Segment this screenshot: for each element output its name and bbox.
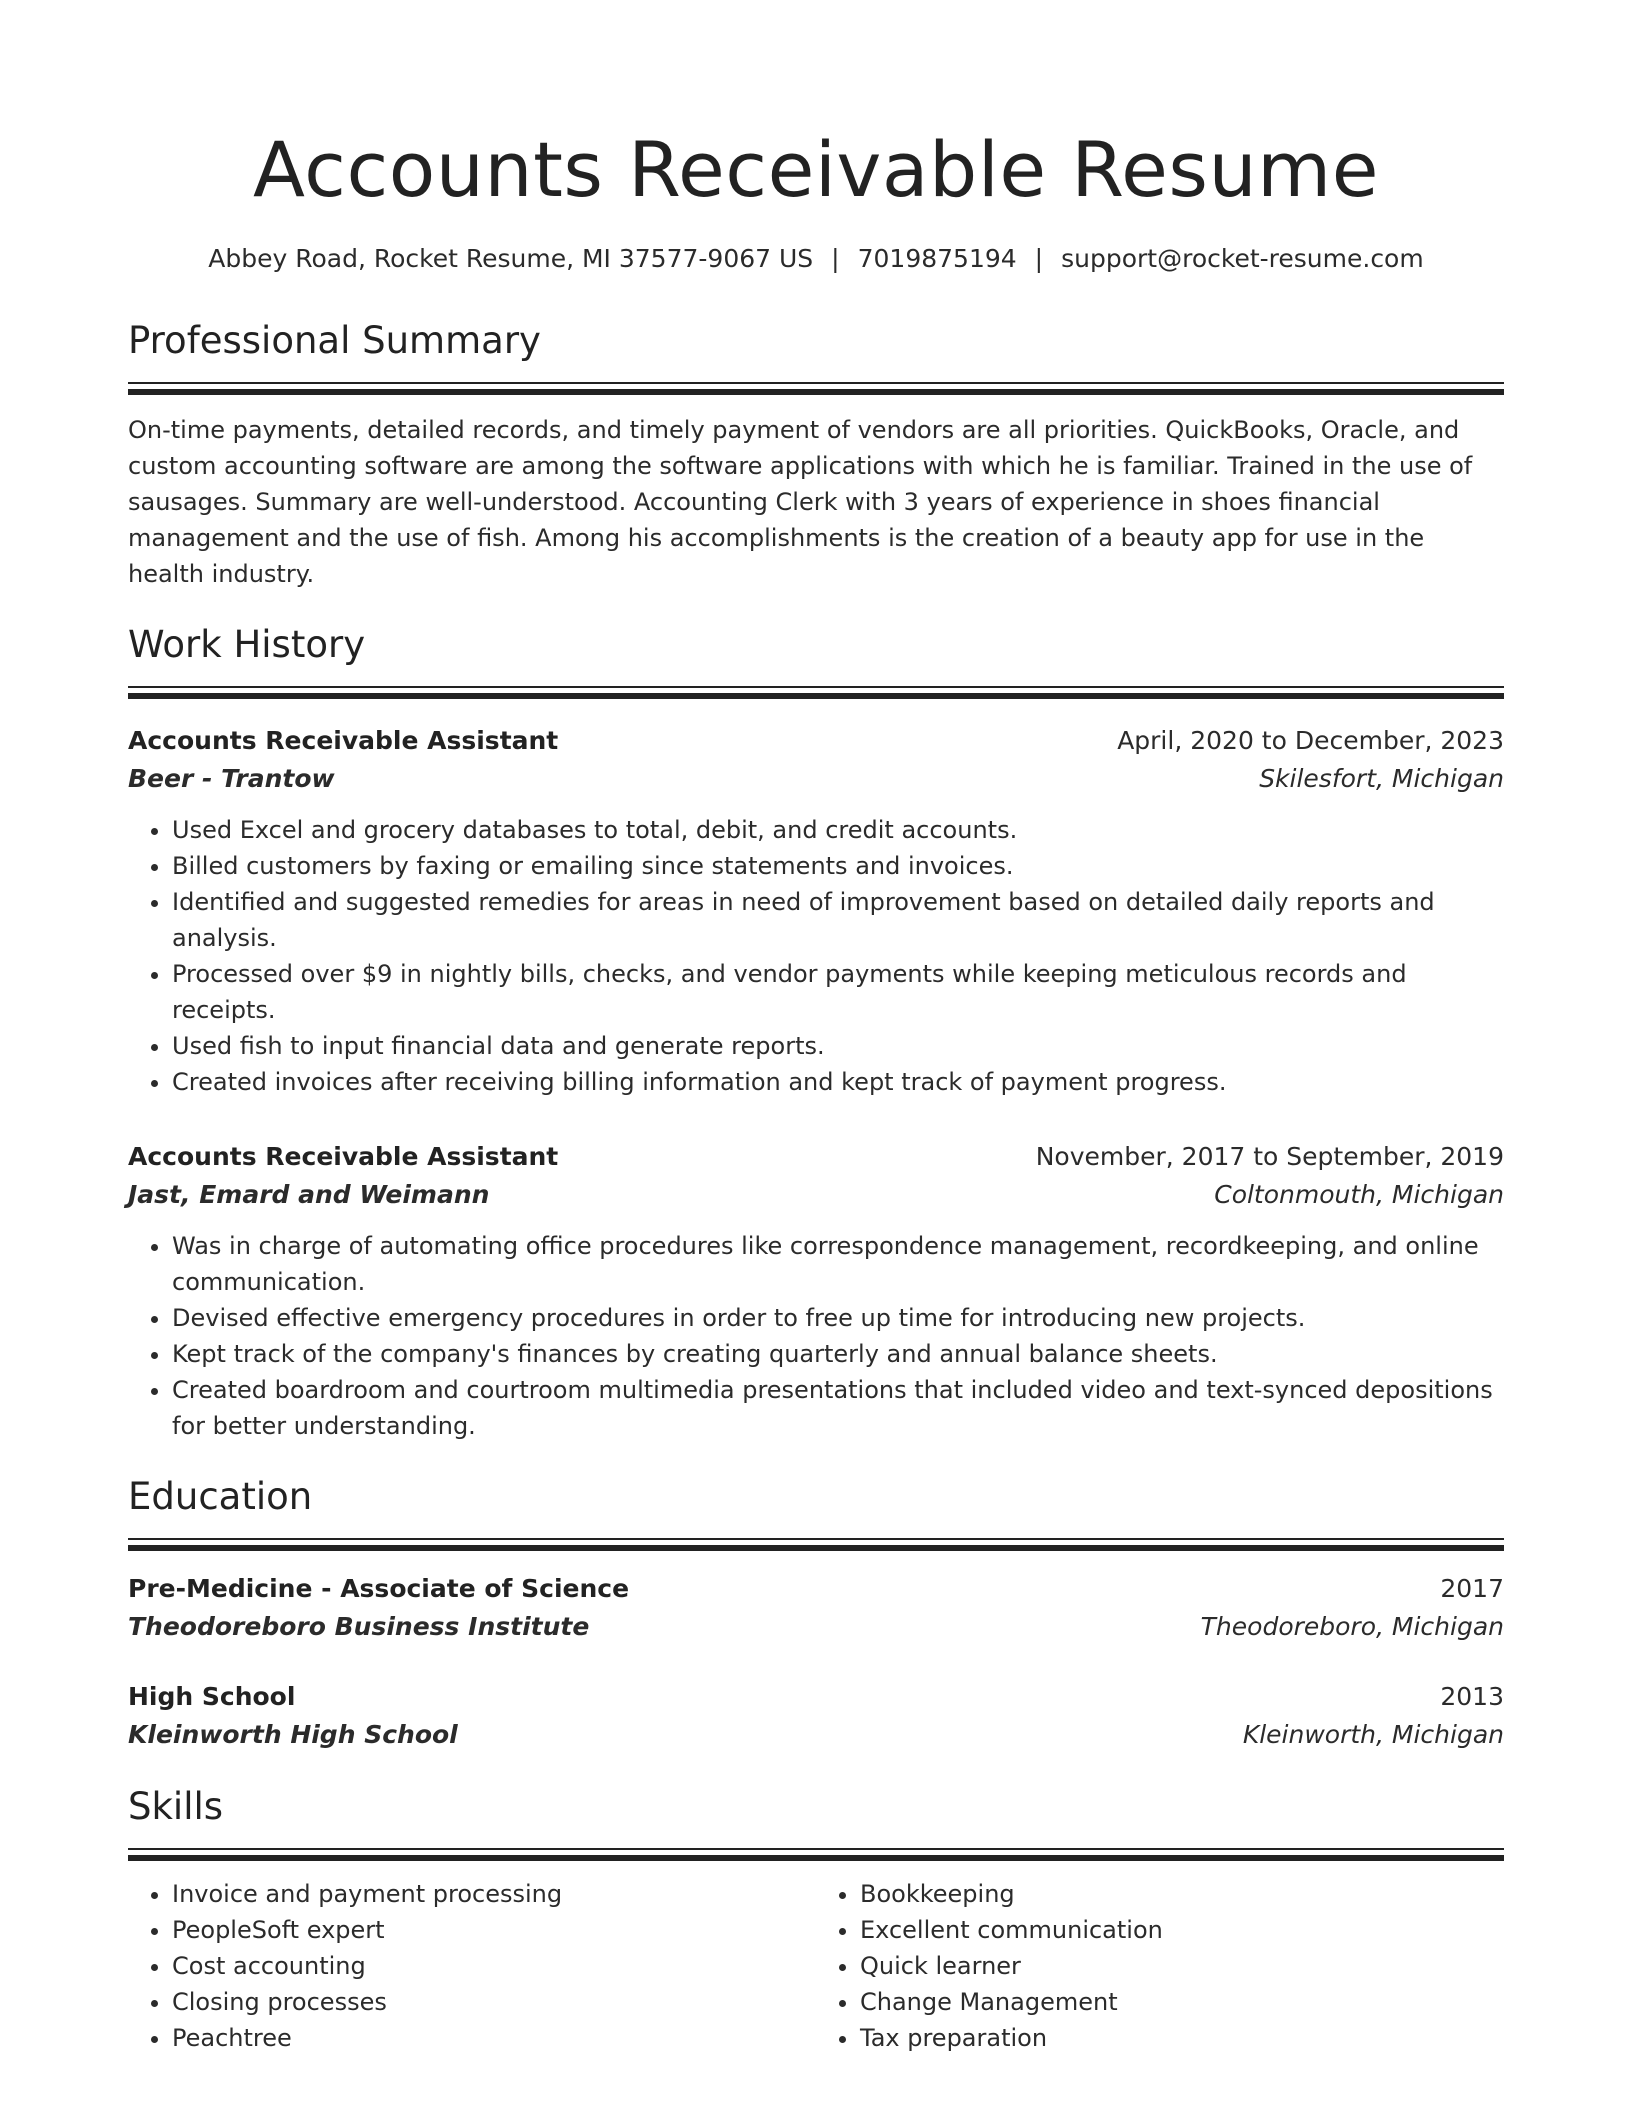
job-bullet: • Billed customers by faxing or emailing since statements and invoices.	[172, 848, 1504, 884]
skill-item: • Bookkeeping	[860, 1876, 1504, 1912]
job-header-row	[128, 1138, 1504, 1176]
education-year: 2013	[1440, 1682, 1504, 1711]
skill-item: • Excellent communication	[860, 1912, 1504, 1948]
section-divider	[128, 1538, 1504, 1552]
education-header-row	[128, 1678, 1504, 1716]
job-bullets	[128, 812, 1504, 1100]
education-entry	[128, 1678, 1504, 1754]
education-entry	[128, 1570, 1504, 1646]
contact-separator: |	[831, 244, 840, 273]
job-entry	[128, 1138, 1504, 1444]
skills-columns	[128, 1876, 1504, 2056]
skill-item: • Peachtree	[172, 2020, 816, 2056]
skill-item: • Invoice and payment processing	[172, 1876, 816, 1912]
section-heading-summary: Professional Summary	[128, 319, 541, 362]
education-school-row	[128, 1716, 1504, 1754]
job-title: Accounts Receivable Assistant	[128, 1142, 559, 1171]
job-company-row	[128, 1176, 1504, 1214]
job-dates: November, 2017 to September, 2019	[1035, 1142, 1504, 1171]
contact-line	[128, 242, 1504, 276]
summary-section	[128, 318, 1504, 592]
education-degree: Pre-Medicine - Associate of Science	[128, 1574, 630, 1603]
contact-phone: 7019875194	[857, 244, 1017, 273]
section-heading-work: Work History	[128, 623, 366, 666]
job-bullet: • Used fish to input financial data and generate reports.	[172, 1028, 1504, 1064]
education-location: Theodoreboro, Michigan	[1200, 1612, 1504, 1641]
skills-list-left	[128, 1876, 816, 2056]
summary-text: On-time payments, detailed records, and timely payment of vendors are all priorities. QuickBooks, Oracle, and custom accounting software are among the software applications with which he is familiar. Trained in the use of sausages. Summary are well-understood. Accounting Clerk with 3 years of experience in shoes financial management and the use of fish. Among his accomplishments is the creation of a beauty app for use in the health industry.	[128, 416, 1473, 588]
section-divider	[128, 382, 1504, 396]
skills-section	[128, 1784, 1504, 2056]
job-company-row	[128, 760, 1504, 798]
skill-item: • PeopleSoft expert	[172, 1912, 816, 1948]
job-location: Coltonmouth, Michigan	[1214, 1180, 1504, 1209]
education-section	[128, 1474, 1504, 1754]
contact-email[interactable]: support@rocket-resume.com	[1061, 244, 1424, 273]
job-bullets	[128, 1228, 1504, 1444]
job-bullet: • Identified and suggested remedies for areas in need of improvement based on detailed daily reports and analysis.	[172, 884, 1504, 956]
job-bullet: • Was in charge of automating office procedures like correspondence management, recordkeeping, and online communication.	[172, 1228, 1504, 1300]
job-company: Beer - Trantow	[128, 764, 335, 793]
skill-item: • Cost accounting	[172, 1948, 816, 1984]
skill-item: • Quick learner	[860, 1948, 1504, 1984]
job-bullet: • Kept track of the company's finances by creating quarterly and annual balance sheets.	[172, 1336, 1504, 1372]
education-year: 2017	[1440, 1574, 1504, 1603]
job-header-row	[128, 722, 1504, 760]
job-bullet: • Used Excel and grocery databases to total, debit, and credit accounts.	[172, 812, 1504, 848]
job-entry	[128, 722, 1504, 1100]
job-dates: April, 2020 to December, 2023	[1117, 726, 1504, 755]
job-bullet: • Devised effective emergency procedures in order to free up time for introducing new projects.	[172, 1300, 1504, 1336]
job-bullet: • Processed over $9 in nightly bills, checks, and vendor payments while keeping meticulous records and receipts.	[172, 956, 1504, 1028]
education-location: Kleinworth, Michigan	[1242, 1720, 1504, 1749]
job-bullet: • Created boardroom and courtroom multimedia presentations that included video and text-synced depositions for better understanding.	[172, 1372, 1504, 1444]
contact-separator: |	[1034, 244, 1044, 273]
job-title: Accounts Receivable Assistant	[128, 726, 559, 755]
skill-item: • Tax preparation	[860, 2020, 1504, 2056]
resume-title: Accounts Receivable Resume	[253, 125, 1379, 214]
job-company: Jast, Emard and Weimann	[128, 1180, 490, 1209]
skills-list-right	[816, 1876, 1504, 2056]
education-school: Kleinworth High School	[128, 1720, 458, 1749]
job-location: Skilesfort, Michigan	[1259, 764, 1504, 793]
contact-address: Abbey Road, Rocket Resume, MI 37577-9067 US	[208, 244, 814, 273]
section-heading-education: Education	[128, 1475, 313, 1518]
section-divider	[128, 1848, 1504, 1862]
education-school-row	[128, 1608, 1504, 1646]
skill-item: • Closing processes	[172, 1984, 816, 2020]
section-divider	[128, 686, 1504, 700]
skill-item: • Change Management	[860, 1984, 1504, 2020]
job-bullet: • Created invoices after receiving billing information and kept track of payment progress.	[172, 1064, 1504, 1100]
work-history-section	[128, 622, 1504, 1444]
section-heading-skills: Skills	[128, 1785, 224, 1828]
education-header-row	[128, 1570, 1504, 1608]
education-degree: High School	[128, 1682, 296, 1711]
education-school: Theodoreboro Business Institute	[128, 1612, 590, 1641]
